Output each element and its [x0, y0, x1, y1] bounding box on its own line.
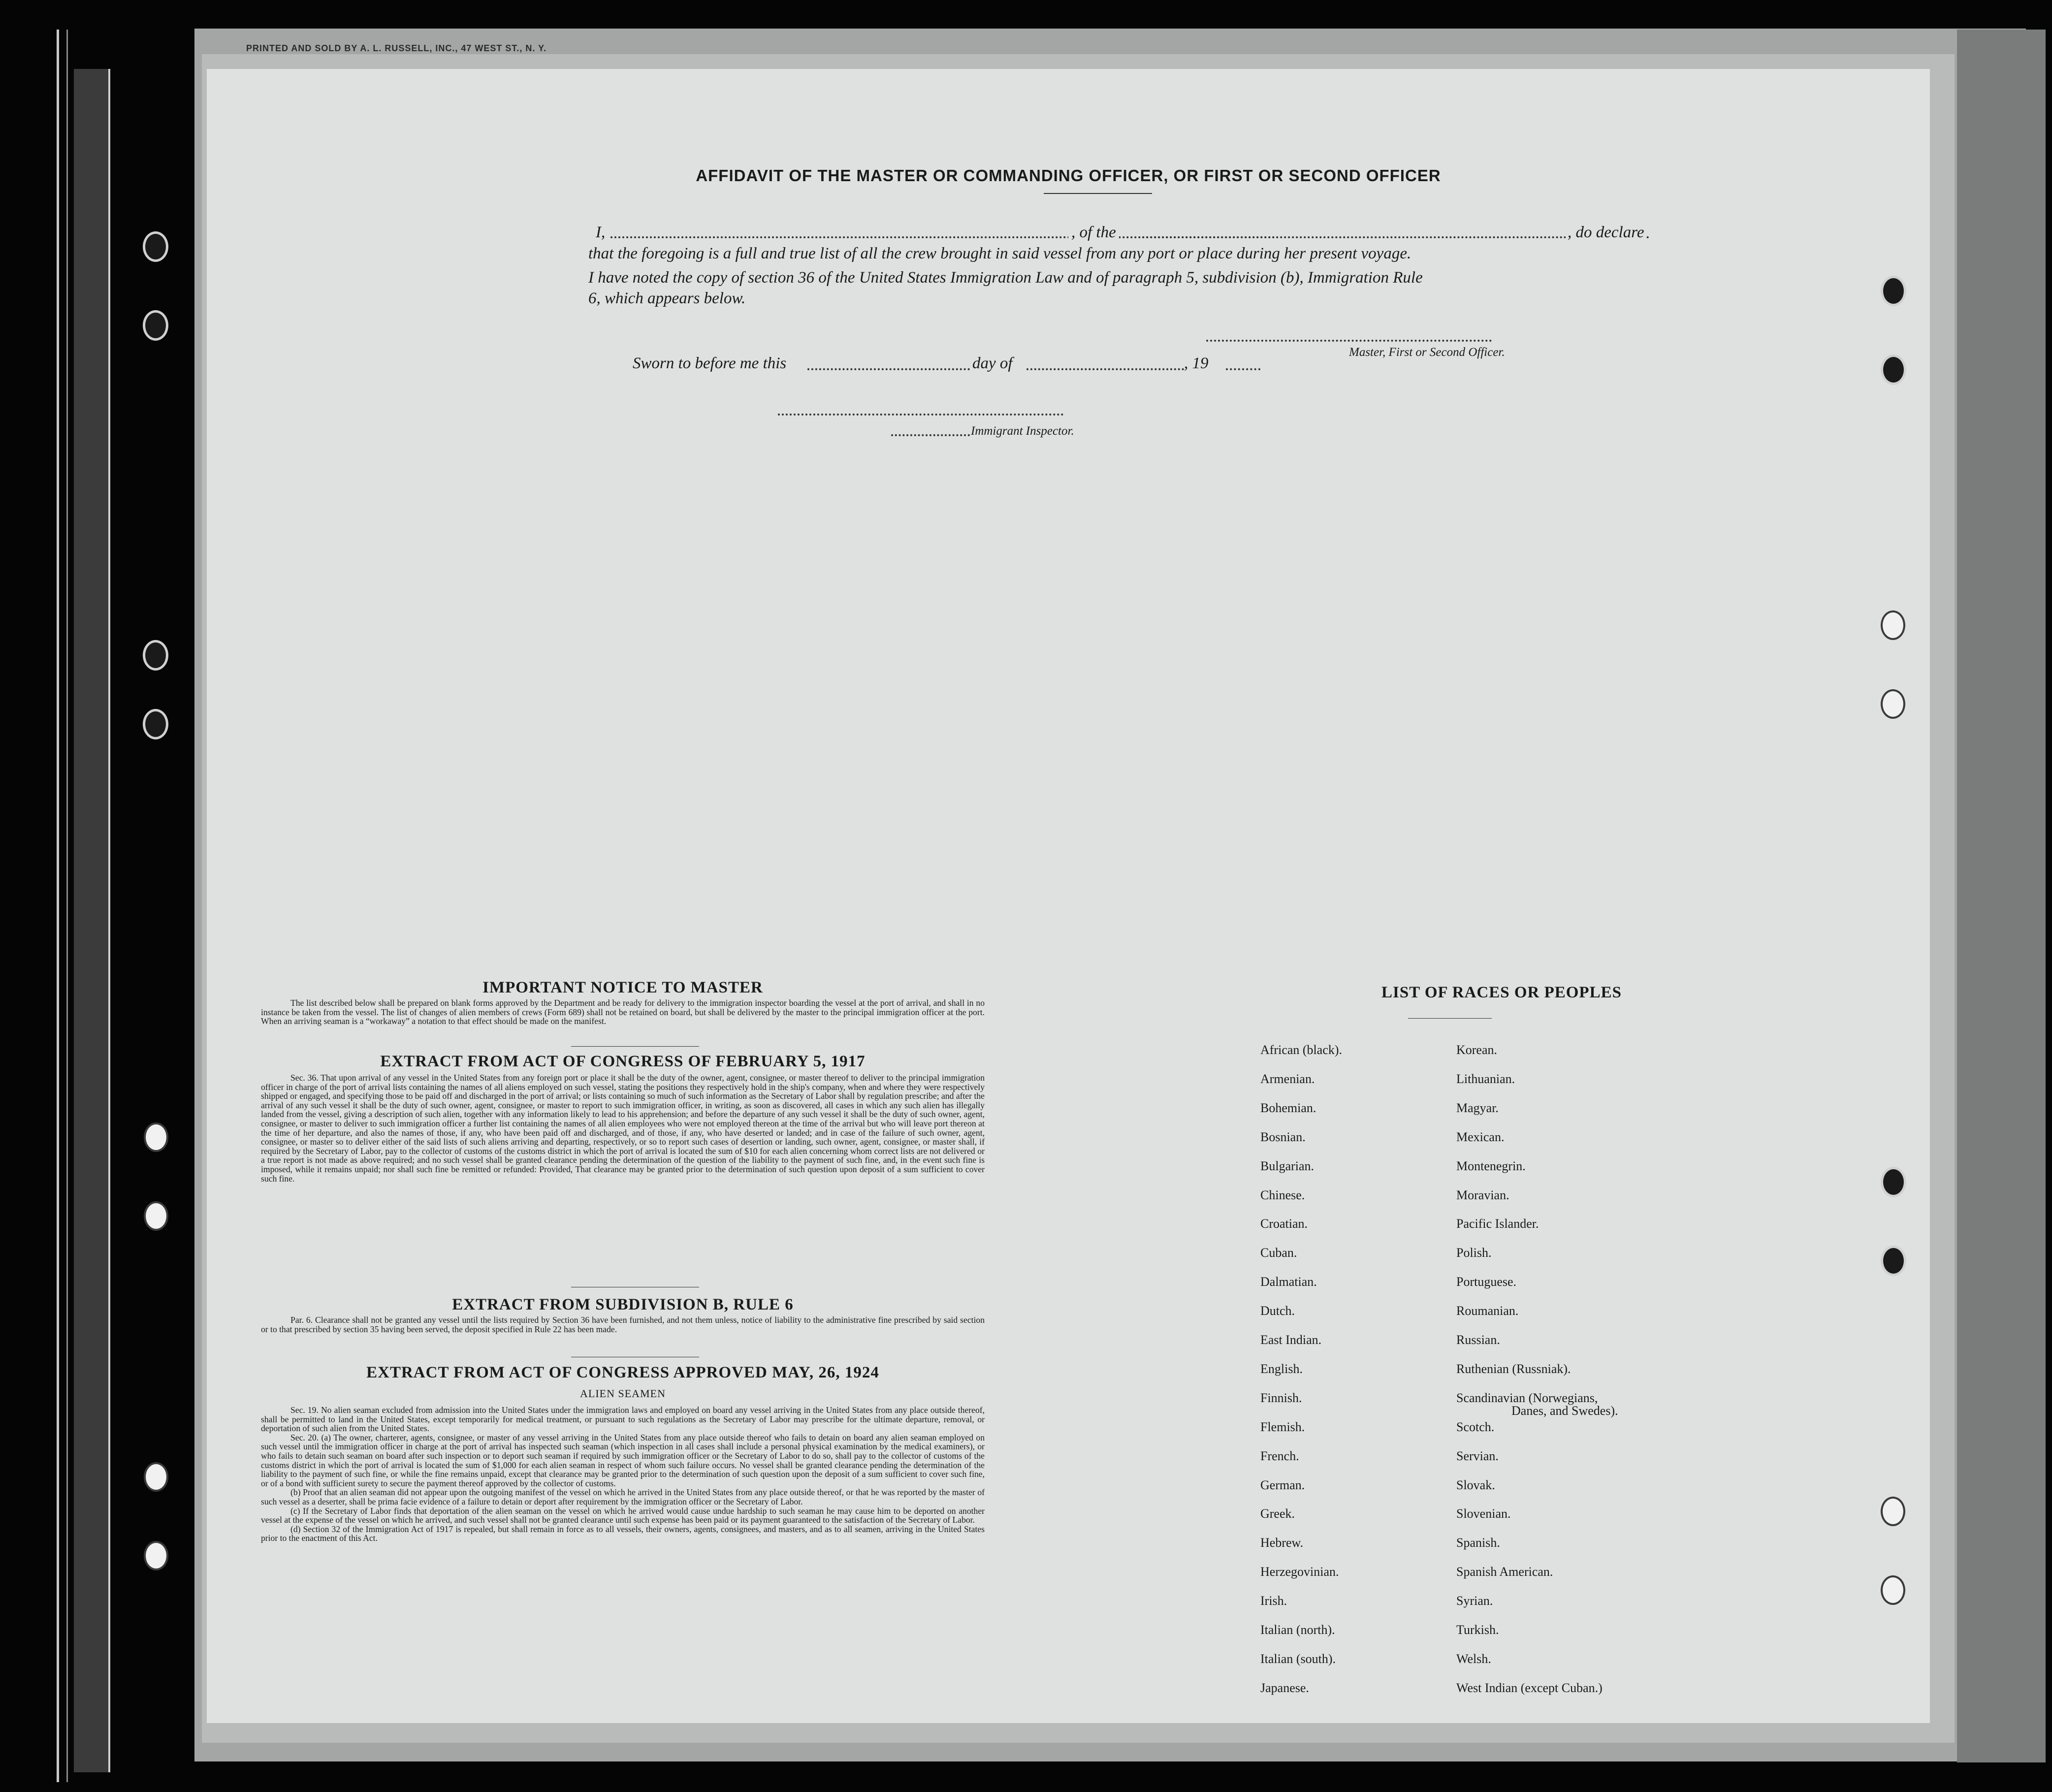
- inspector-signature-field-2[interactable]: [891, 434, 970, 436]
- binder-hole: [143, 231, 168, 262]
- section-divider: [571, 1046, 699, 1047]
- binder-strip-inner: [66, 30, 68, 1782]
- race-item: Montenegrin.: [1456, 1158, 1526, 1173]
- extract-1917-title: EXTRACT FROM ACT OF CONGRESS OF FEBRUARY 5, 1917: [380, 1053, 866, 1070]
- section-20a-paragraph: Sec. 20. (a) The owner, charterer, agents, consignee, or master of any vessel arriving in the United States from any place outside thereof who fails to detain on board any alien seaman employed on such vessel until the immigration officer in charge at the port of arrival has inspected such seaman (which inspection in all cases shall include a personal physical examination by the medical examiners), or who fails to detain such seaman on board after such inspection or to deport such seaman if required by such immigration officer or the Secretary of Labor to do so, shall pay to the collector of customs of the customs district in which the port of arrival is located the sum of $1,000 for each alien seaman in respect of whom such failure occurs. No vessel shall be granted clearance pending the determination of the liability to the payment of such fine, or while the fine remains unpaid, except that clearance may be granted prior to the determination of such question upon the deposit of a sum sufficient to cover such fine, or of a bond with sufficient surety to secure the payment thereof approved by the collector of customs.: [261, 1432, 985, 1488]
- race-item: Magyar.: [1456, 1100, 1499, 1115]
- race-item: Finnish.: [1260, 1390, 1302, 1405]
- sworn-month-field[interactable]: [1026, 368, 1184, 370]
- race-item: Spanish.: [1456, 1536, 1500, 1550]
- binder-hole: [1881, 1167, 1906, 1197]
- race-item: Ruthenian (Russniak).: [1456, 1361, 1571, 1376]
- section-19-paragraph: Sec. 19. No alien seaman excluded from admission into the United States under the immigration laws and employed on board any vessel arriving in the United States from any place outside thereof, shall be permitted to land in the United States, except temporarily for medical treatment, or pursuant to such regulations as the Secretary of Labor may prescribe for the ultimate departure, removal, or deportation of such alien from the United States.: [261, 1405, 985, 1434]
- affidavit-line1-mid: , of the: [1068, 224, 1119, 242]
- section-20c-paragraph: (c) If the Secretary of Labor finds that deportation of the alien seaman on the vessel on which he arrived would cause undue hardship to such seaman he may cause him to be deported on another vessel at the expense of the vessel on which he arrived, and such vessel shall not be granted clearance until such expense has been paid or its payment guaranteed to the satisfaction of the Secretary of Labor.: [261, 1505, 985, 1525]
- race-item: Dalmatian.: [1260, 1275, 1317, 1289]
- race-item: German.: [1260, 1477, 1305, 1492]
- race-item: Slovak.: [1456, 1477, 1495, 1492]
- race-item: Chinese.: [1260, 1187, 1305, 1202]
- affidavit-body-line: that the foregoing is a full and true list of all the crew brought in said vessel from any port or place during her present voyage.: [588, 245, 1411, 262]
- subdivision-b-text: Par. 6. Clearance shall not be granted any vessel until the lists required by Section 36 have been furnished, and not them unless, notice of liability to the administrative fine prescribed by said section or to that prescribed by section 35 having been served, the deposit specified in Rule 22 has been made.: [261, 1315, 985, 1334]
- master-signature-field[interactable]: [1206, 340, 1492, 342]
- inspector-label: Immigrant Inspector.: [971, 424, 1074, 438]
- race-item: Flemish.: [1260, 1419, 1305, 1434]
- race-item: Servian.: [1456, 1448, 1499, 1463]
- sworn-date-field[interactable]: [807, 368, 970, 370]
- race-item: Polish.: [1456, 1246, 1492, 1260]
- race-item: Bosnian.: [1260, 1129, 1306, 1144]
- race-item: Pacific Islander.: [1456, 1216, 1539, 1231]
- alien-seamen-subtitle: ALIEN SEAMEN: [580, 1387, 666, 1400]
- right-binder-panel: [1957, 30, 2046, 1762]
- race-item: Syrian.: [1456, 1594, 1493, 1608]
- section-20b-paragraph: (b) Proof that an alien seaman did not appear upon the outgoing manifest of the vessel on which he arrived in the United States from any place outside thereof, or that he was reported by the master of such vessel as a deserter, shall be prima facie evidence of a failure to detain or deport after requirement by the immigration officer or the Secretary of Labor.: [261, 1487, 985, 1506]
- race-item: Italian (north).: [1260, 1623, 1335, 1637]
- binder-hole: [1881, 1497, 1905, 1526]
- race-item: Herzegovinian.: [1260, 1565, 1339, 1579]
- race-item: Scotch.: [1456, 1419, 1495, 1434]
- race-item: Turkish.: [1456, 1623, 1499, 1637]
- race-item: Spanish American.: [1456, 1565, 1553, 1579]
- notice-title: IMPORTANT NOTICE TO MASTER: [482, 979, 763, 996]
- races-title: LIST OF RACES OR PEOPLES: [1381, 984, 1622, 1001]
- race-item: Irish.: [1260, 1594, 1287, 1608]
- binder-hole: [1881, 1575, 1905, 1605]
- race-item: French.: [1260, 1448, 1299, 1463]
- sworn-day-label: day of: [972, 354, 1013, 372]
- race-item: Cuban.: [1260, 1246, 1297, 1260]
- affidavit-line1-prefix: I,: [596, 224, 606, 241]
- race-item: English.: [1260, 1361, 1303, 1376]
- binder-strip: [57, 30, 59, 1782]
- affidavit-title: AFFIDAVIT OF THE MASTER OR COMMANDING OFFICER, OR FIRST OR SECOND OFFICER: [696, 166, 1441, 185]
- inspector-signature-field[interactable]: [778, 414, 1063, 416]
- race-item: Portuguese.: [1456, 1275, 1517, 1289]
- binder-hole: [144, 1201, 168, 1231]
- signature-label: Master, First or Second Officer.: [1349, 346, 1505, 359]
- race-item: Bohemian.: [1260, 1100, 1316, 1115]
- race-item: Armenian.: [1260, 1071, 1315, 1086]
- race-item: Mexican.: [1456, 1129, 1505, 1144]
- race-item: Roumanian.: [1456, 1304, 1519, 1318]
- race-item: African (black).: [1260, 1043, 1343, 1057]
- subdivision-b-title: EXTRACT FROM SUBDIVISION B, RULE 6: [452, 1296, 794, 1313]
- affidavit-body-line: 6, which appears below.: [588, 289, 746, 307]
- race-item: Hebrew.: [1260, 1536, 1304, 1550]
- race-item: Danes, and Swedes).: [1511, 1403, 1618, 1418]
- affidavit-body-line: I have noted the copy of section 36 of the United States Immigration Law and of paragraph 5, subdivision (b), Immigration Rule: [588, 269, 1423, 287]
- sworn-year-label: , 19: [1184, 354, 1209, 372]
- manifest-sheet: [207, 69, 1930, 1723]
- binder-hole: [143, 310, 168, 341]
- binder-hole: [1881, 689, 1905, 719]
- section-20d-paragraph: (d) Section 32 of the Immigration Act of 1917 is repealed, but shall remain in force as to all vessels, their owners, agents, consignees, and masters, and as to all seamen, arriving in the United States prior to the enactment of this Act.: [261, 1524, 985, 1543]
- race-item: Japanese.: [1260, 1680, 1309, 1695]
- race-item: Lithuanian.: [1456, 1071, 1515, 1086]
- binder-hole: [144, 1462, 168, 1492]
- binder-hole: [1881, 276, 1906, 306]
- affidavit-line1-end: , do declare: [1566, 224, 1646, 242]
- race-item: Scandinavian (Norwegians,: [1456, 1390, 1598, 1405]
- race-item: Dutch.: [1260, 1304, 1295, 1318]
- binder-hole: [1881, 610, 1905, 640]
- race-item: Korean.: [1456, 1043, 1498, 1057]
- binder-hole: [143, 709, 168, 739]
- title-divider: [1044, 193, 1152, 194]
- printer-imprint: PRINTED AND SOLD BY A. L. RUSSELL, INC., 47 WEST ST., N. Y.: [246, 43, 547, 53]
- race-item: Moravian.: [1456, 1187, 1509, 1202]
- race-item: Russian.: [1456, 1333, 1500, 1347]
- binder-hole: [144, 1122, 168, 1152]
- race-item: Bulgarian.: [1260, 1158, 1315, 1173]
- binder-hole: [144, 1541, 168, 1570]
- binder-hole: [143, 640, 168, 671]
- extract-1924-text: [261, 1406, 985, 1543]
- race-item: Italian (south).: [1260, 1651, 1336, 1666]
- races-divider: [1408, 1018, 1492, 1019]
- extract-1917-text: Sec. 36. That upon arrival of any vessel in the United States from any foreign port or place it shall be the duty of the owner, agent, consignee, or master thereof to deliver to the principal immigration officer in charge of the port of arrival lists containing the names of all aliens employed on such vessel, stating the positions they respectively hold in the ship's company, when and where they were respectively shipped or engaged, and specifying those to be paid off and discharged in the port of arrival; or lists containing so much of such information as the Secretary of Labor shall by regulation prescribe; and after the arrival of any such vessel it shall be the duty of such owner, agent, consignee, or master to report to such immigration officer, in writing, as soon as discovered, all cases in which any such alien has illegally landed from the vessel, giving a description of such alien, together with any information likely to lead to his apprehension; and before the departure of any such vessel it shall be the duty of such owner, agent, consignee, or master to deliver to such immigration officer a further list containing the names of all alien employees who were not employed thereon at the time of the arrival but who will leave port thereon at the time of her departure, and also the names of those, if any, who have been paid off and discharged, and of those, if any, who have deserted or landed; and in case of the failure of such owner, agent, consignee, or master so to deliver either of the said lists of such aliens arriving and departing, respectively, or so to report such cases of desertion or landing, such owner, agent, consignee, or master shall, if required by the Secretary of Labor, pay to the collector of customs of the customs district in which the port of arrival is located the sum of $10 for each alien concerning whom correct lists are not delivered or a true report is not made as above required; and no such vessel shall be granted clearance pending the determination of the question of the liability to the payment of such fine, and, in the event such fine is imposed, while it remains unpaid; nor shall such fine be remitted or refunded: Provided, That clearance may be granted prior to the determination of such question upon deposit of a sum sufficient to cover such fine.: [261, 1073, 985, 1184]
- race-item: Slovenian.: [1456, 1506, 1511, 1521]
- sworn-prefix: Sworn to before me this: [633, 354, 787, 372]
- extract-1924-title: EXTRACT FROM ACT OF CONGRESS APPROVED MAY, 26, 1924: [366, 1364, 879, 1381]
- race-item: Greek.: [1260, 1506, 1295, 1521]
- binder-hole: [1881, 354, 1906, 385]
- binder-hole: [1881, 1246, 1906, 1276]
- race-item: West Indian (except Cuban.): [1456, 1680, 1603, 1695]
- race-item: Croatian.: [1260, 1216, 1308, 1231]
- notice-text: The list described below shall be prepared on blank forms approved by the Department and be ready for delivery to the immigration inspector boarding the vessel at the port of arrival, and shall in no instance be taken from the vessel. The list of changes of alien members of crews (Form 689) shall not be retained on board, but shall be delivered by the master to the principal immigration officer at the port. When an arriving seaman is a “workaway” a notation to that effect should be made on the manifest.: [261, 998, 985, 1026]
- sworn-year-field[interactable]: [1226, 368, 1260, 370]
- race-item: East Indian.: [1260, 1333, 1322, 1347]
- left-binder-panel: [74, 69, 110, 1772]
- race-item: Welsh.: [1456, 1651, 1491, 1666]
